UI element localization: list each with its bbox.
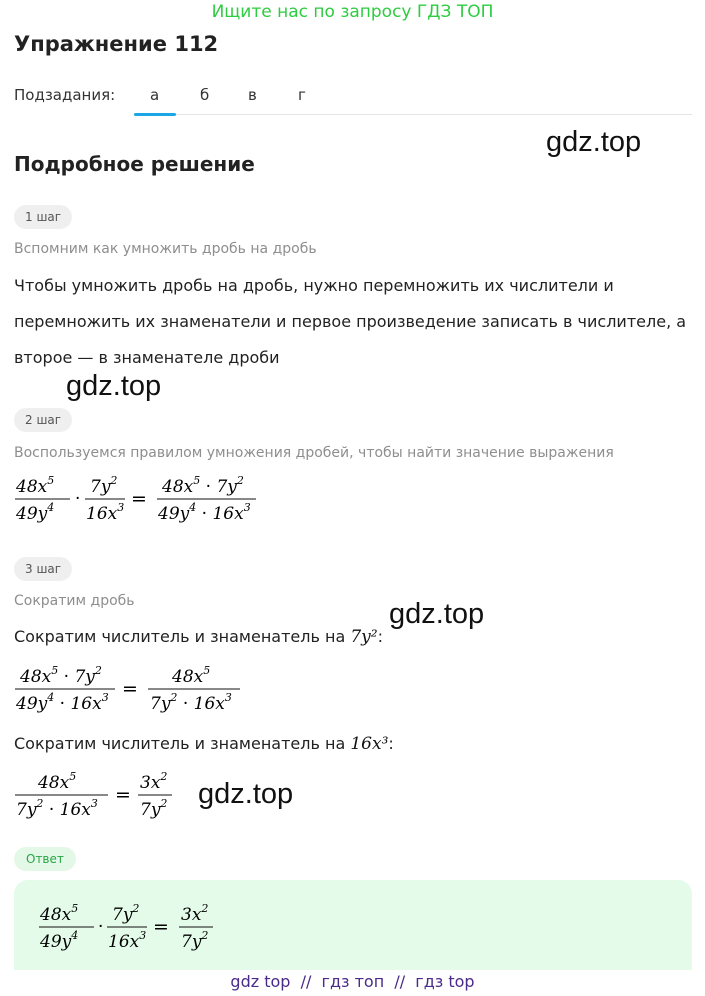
step-3-formula-1 xyxy=(12,656,252,720)
svg-text:7y2: $7y^2$ xyxy=(90,474,118,497)
svg-text:·: · xyxy=(75,489,81,509)
svg-text:49y4: $49y^4$ xyxy=(40,929,79,952)
svg-text:3x2: $3x^2$ xyxy=(140,770,168,793)
footer-links[interactable]: gdz top // гдз топ // гдз top xyxy=(230,972,475,991)
step-1-text: Чтобы умножить дробь на дробь, нужно перемножить их числители и перемножить их знаменатели и первое произведение записать в числителе, а второе — в знаменателе дроби xyxy=(14,276,687,367)
svg-text:48x5 · 7y2: $48x^5 \cdot 7y^2$ xyxy=(162,474,244,497)
tab-subtask-b[interactable]: б xyxy=(200,86,210,104)
svg-text:49y4 · 16x3: $49y^4 \cdot 16x^3$ xyxy=(158,501,251,524)
svg-text:16x3: $16x^3$ xyxy=(86,501,125,524)
svg-text:7y2 · 16x3: $7y^2 \cdot 16x^3$ xyxy=(16,797,98,820)
step-2-formula xyxy=(12,466,282,530)
page-title: Упражнение 112 xyxy=(14,32,219,56)
step-2-hint: Воспользуемся правилом умножения дробей, чтобы найти значение выражения xyxy=(14,445,614,461)
tab-subtask-g[interactable]: г xyxy=(298,86,306,104)
tab-subtask-a[interactable]: а xyxy=(150,86,160,104)
svg-text:=: = xyxy=(122,678,138,700)
step-3-line-1-text: Сократим числитель и знаменатель на xyxy=(14,627,351,646)
svg-text:7y2 · 16x3: $7y^2 \cdot 16x^3$ xyxy=(150,691,232,714)
svg-text:=: = xyxy=(153,916,169,938)
svg-text:48x5: $48x^5$ xyxy=(16,474,55,497)
svg-text:3x2: $3x^2$ xyxy=(181,902,209,925)
svg-text:16x3: $16x^3$ xyxy=(108,929,147,952)
svg-text:48x5: $48x^5$ xyxy=(40,902,79,925)
svg-text:48x5 · 7y2: $48x^5 \cdot 7y^2$ xyxy=(20,664,102,687)
step-3-hint: Сократим дробь xyxy=(14,593,135,609)
step-2-badge: 2 шаг xyxy=(14,408,72,432)
step-3-line-2-text: Сократим числитель и знаменатель на xyxy=(14,734,351,753)
svg-text:48x5: $48x^5$ xyxy=(38,770,77,793)
promo-banner[interactable]: Ищите нас по запросу ГДЗ ТОП xyxy=(211,2,494,22)
step-3-badge: 3 шаг xyxy=(14,557,72,581)
svg-text:7y2: $7y^2$ xyxy=(181,929,209,952)
step-1-badge: 1 шаг xyxy=(14,205,72,229)
svg-text:48x5: $48x^5$ xyxy=(172,664,211,687)
step-3-line-2-factor: 16x³ xyxy=(350,734,389,754)
answer-badge: Ответ xyxy=(14,847,76,871)
svg-text:=: = xyxy=(115,784,131,806)
step-3-formula-2 xyxy=(12,762,192,826)
answer-formula xyxy=(36,894,236,958)
active-tab-indicator xyxy=(134,113,176,116)
tabs-divider xyxy=(134,114,692,115)
svg-text:·: · xyxy=(98,917,104,937)
section-title: Подробное решение xyxy=(14,152,255,176)
svg-text:49y4: $49y^4$ xyxy=(16,501,55,524)
step-3-line-1: Сократим числитель и знаменатель на 7y²: xyxy=(14,627,383,647)
step-3-line-1-factor: 7y² xyxy=(350,627,378,647)
watermark: gdz.top xyxy=(66,370,162,402)
step-1-hint: Вспомним как умножить дробь на дробь xyxy=(14,241,317,257)
svg-text:=: = xyxy=(131,488,147,510)
watermark: gdz.top xyxy=(546,126,642,158)
svg-text:49y4 · 16x3: $49y^4 \cdot 16x^3$ xyxy=(16,691,109,714)
svg-text:7y2: $7y^2$ xyxy=(140,797,168,820)
watermark: gdz.top xyxy=(389,598,485,630)
svg-text:7y2: $7y^2$ xyxy=(112,902,140,925)
watermark: gdz.top xyxy=(198,778,294,810)
tab-subtask-v[interactable]: в xyxy=(248,86,257,104)
subtasks-label: Подзадания: xyxy=(14,86,116,104)
step-3-line-2: Сократим числитель и знаменатель на 16x³: xyxy=(14,734,394,754)
